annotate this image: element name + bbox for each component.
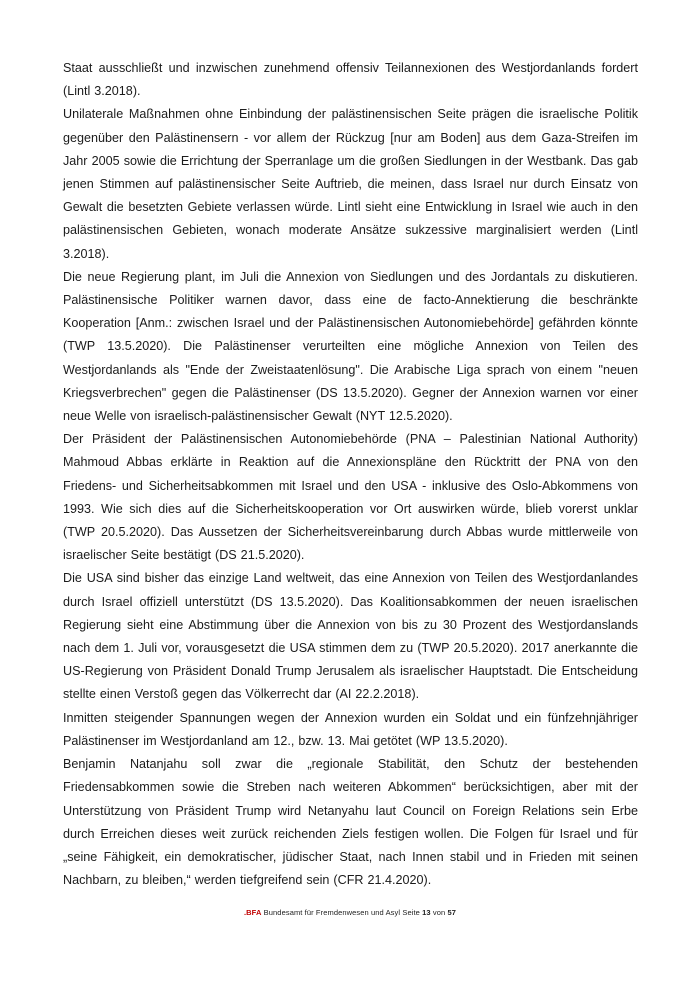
- bfa-logo: .BFA: [243, 908, 262, 917]
- paragraph: Der Präsident der Palästinensischen Autonomiebehörde (PNA – Palestinian National Authority) Mahmoud Abbas erklärte in Reaktion auf die Annexionspläne den Rücktritt der PNA von den Friedens- und Sicherheitsabkommen mit Israel und den USA - inklusive des Oslo-Abkommens von 1993. Wie sich dies auf die Sicherheitskooperation vor Ort auswirken würde, blieb vorerst unklar (TWP 20.5.2020). Das Aussetzen der Sicherheitsvereinbarung durch Abbas wurde mittlerweile von israelischer Seite bestätigt (DS 21.5.2020).: [63, 432, 638, 563]
- paragraph: Die USA sind bisher das einzige Land weltweit, das eine Annexion von Teilen des Westjordanlandes durch Israel offiziell unterstützt (DS 13.5.2020). Das Koalitionsabkommen der neuen israelischen Regierung sieht eine Abstimmung über die Annexion von bis zu 30 Prozent des Westjordanslands nach dem 1. Juli vor, vorausgesetzt die USA stimmen dem zu (TWP 20.5.2020). 2017 anerkannte die US-Regierung von Präsident Donald Trump Jerusalem als israelischer Hauptstadt. Die Entscheidung stellte einen Verstoß gegen das Völkerrecht dar (AI 22.2.2018).: [63, 571, 638, 702]
- document-body: [63, 57, 638, 892]
- footer-page-number: 13: [422, 908, 431, 917]
- footer-org-text: Bundesamt für Fremdenwesen und Asyl: [263, 908, 401, 917]
- footer-page-label: Seite: [402, 908, 420, 917]
- paragraph: Benjamin Natanjahu soll zwar die „regionale Stabilität, den Schutz der bestehenden Friedensabkommen sowie die Streben nach weiteren Abkommen“ berücksichtigen, aber mit der Unterstützung von Präsident Trump wird Netanyahu laut Council on Foreign Relations sein Erbe durch Erreichen dieses weit zurück reichenden Ziels festigen wollen. Die Folgen für Israel und für „seine Fähigkeit, ein demokratischer, jüdischer Staat, nach Innen stabil und in Frieden mit seinen Nachbarn, zu bleiben,“ werden tiefgreifend sein (CFR 21.4.2020).: [63, 757, 638, 888]
- footer-total-pages: 57: [447, 908, 457, 917]
- paragraph: Unilaterale Maßnahmen ohne Einbindung der palästinensischen Seite prägen die israelische Politik gegenüber den Palästinensern - vor allem der Rückzug [nur am Boden] aus dem Gaza-Streifen im Jahr 2005 sowie die Errichtung der Sperranlage um die großen Siedlungen in der Westbank. Das gab jenen Stimmen auf palästinensischer Seite Auftrieb, die meinen, dass Israel nur durch Einsatz von Gewalt die besetzten Gebiete verlassen würde. Lintl sieht eine Entwicklung in Israel wie auch in den palästinensischen Gebieten, wonach moderate Ansätze sukzessive marginalisiert werden (Lintl 3.2018).: [63, 107, 638, 261]
- footer-von-label: von: [432, 908, 446, 917]
- paragraph: Die neue Regierung plant, im Juli die Annexion von Siedlungen und des Jordantals zu diskutieren. Palästinensische Politiker warnen davor, dass eine de facto-Annektierung die beschränkte Kooperation [Anm.: zwischen Israel und der Palästinensischen Autonomiebehörde] gefährden könnte (TWP 13.5.2020). Die Palästinenser verurteilten eine mögliche Annexion von Teilen des Westjordanlands als "Ende der Zweistaatenlösung". Die Arabische Liga sprach von einem "neuen Kriegsverbrechen" gegen die Palästinenser (DS 13.5.2020). Gegner der Annexion warnen vor einer neue Welle von israelisch-palästinensischer Gewalt (NYT 12.5.2020).: [63, 269, 638, 424]
- paragraph: Staat ausschließt und inzwischen zunehmend offensiv Teilannexionen des Westjordanlands fordert (Lintl 3.2018).: [63, 61, 638, 99]
- paragraph: Inmitten steigender Spannungen wegen der Annexion wurden ein Soldat und ein fünfzehnjähriger Palästinenser im Westjordanland am 12., bzw. 13. Mai getötet (WP 13.5.2020).: [63, 710, 638, 748]
- page-footer: [0, 908, 700, 918]
